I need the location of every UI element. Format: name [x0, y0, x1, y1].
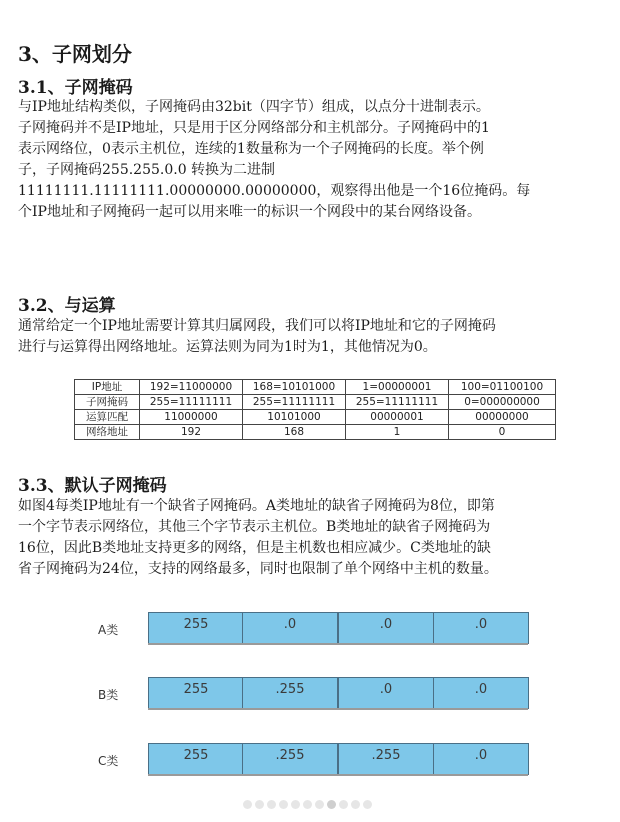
mask-octet: .0: [338, 677, 434, 709]
table-cell: 00000000: [449, 410, 556, 425]
page-dot[interactable]: [315, 800, 324, 809]
mask-row-underline: [148, 708, 528, 710]
mask-class-label: A类: [98, 623, 119, 637]
mask-octet: .255: [242, 743, 338, 775]
table-cell: 1=00000001: [346, 380, 449, 395]
table-cell: 11000000: [140, 410, 243, 425]
mask-row-underline: [148, 643, 528, 645]
and-operation-paragraph: 通常给定一个IP地址需要计算其归属网段，我们可以将IP地址和它的子网掩码 进行与运算得出网络地址。运算法则为同为1时为1，其他情况为0。: [18, 318, 496, 355]
table-row: [75, 380, 556, 395]
mask-octet: 255: [148, 743, 244, 775]
mask-octet: .0: [242, 612, 338, 644]
mask-octet: 255: [148, 612, 244, 644]
mask-octet: 255: [148, 677, 244, 709]
subnet-mask-paragraph: 与IP地址结构类似，子网掩码由32bit（四字节）组成，以点分十进制表示。 子网掩码并不是IP地址，只是用于区分网络部分和主机部分。子网掩码中的1 表示网络位，0表示主机位，连续的1数量称为一个子网掩码的长度。举个例 子，子网掩码255.255.0.0 转换为二进制 11111111.11111111.00000000.00000000，观察得出他是一个16位掩码。每 个IP地址和子网掩码一起可以用来唯一的标识一个网段中的某台网络设备。: [18, 99, 531, 220]
mask-octet: .255: [242, 677, 338, 709]
mask-class-label: B类: [98, 688, 119, 702]
table-row: [75, 410, 556, 425]
page-dot[interactable]: [243, 800, 252, 809]
mask-row-class-a: [98, 612, 538, 644]
page-dot[interactable]: [303, 800, 312, 809]
table-row: [75, 395, 556, 410]
table-cell: 00000001: [346, 410, 449, 425]
table-cell: 255=11111111: [346, 395, 449, 410]
section-title: 3、子网划分: [18, 42, 132, 66]
page-dot[interactable]: [255, 800, 264, 809]
mask-row-class-b: [98, 677, 538, 709]
page-dot[interactable]: [351, 800, 360, 809]
table-cell: 168=10101000: [243, 380, 346, 395]
mask-class-label: C类: [98, 754, 119, 768]
row-label: IP地址: [75, 380, 140, 395]
table-cell: 100=01100100: [449, 380, 556, 395]
page-dot[interactable]: [279, 800, 288, 809]
table-cell: 192: [140, 425, 243, 440]
table-cell: 0: [449, 425, 556, 440]
table-row: [75, 425, 556, 440]
mask-row-underline: [148, 774, 528, 776]
table-cell: 1: [346, 425, 449, 440]
table-cell: 255=11111111: [243, 395, 346, 410]
page-dot[interactable]: [363, 800, 372, 809]
subsection-title-subnet-mask: 3.1、子网掩码: [18, 78, 133, 98]
row-label: 子网掩码: [75, 395, 140, 410]
default-mask-paragraph: 如图4每类IP地址有一个缺省子网掩码。A类地址的缺省子网掩码为8位，即第 一个字节表示网络位，其他三个字节表示主机位。B类地址的缺省子网掩码为 16位，因此B类地址支持更多的网络，但是主机数也相应减少。C类地址的缺 省子网掩码为24位，支持的网络最多，同时也限制了单个网络中主机的数量。: [18, 498, 498, 577]
mask-octet: .0: [433, 612, 529, 644]
row-label: 运算匹配: [75, 410, 140, 425]
mask-octet: .255: [338, 743, 434, 775]
table-cell: 0=000000000: [449, 395, 556, 410]
page-dot[interactable]: [267, 800, 276, 809]
table-cell: 255=11111111: [140, 395, 243, 410]
and-operation-table: [74, 379, 556, 440]
page-dot[interactable]: [291, 800, 300, 809]
mask-row-class-c: [98, 743, 538, 775]
mask-octet: .0: [338, 612, 434, 644]
table-cell: 192=11000000: [140, 380, 243, 395]
page-dot[interactable]: [327, 800, 336, 809]
table-cell: 168: [243, 425, 346, 440]
mask-octet: .0: [433, 743, 529, 775]
subsection-title-and-operation: 3.2、与运算: [18, 296, 116, 316]
table-cell: 10101000: [243, 410, 346, 425]
mask-octet: .0: [433, 677, 529, 709]
page-dot[interactable]: [339, 800, 348, 809]
subsection-title-default-mask: 3.3、默认子网掩码: [18, 476, 167, 496]
row-label: 网络地址: [75, 425, 140, 440]
